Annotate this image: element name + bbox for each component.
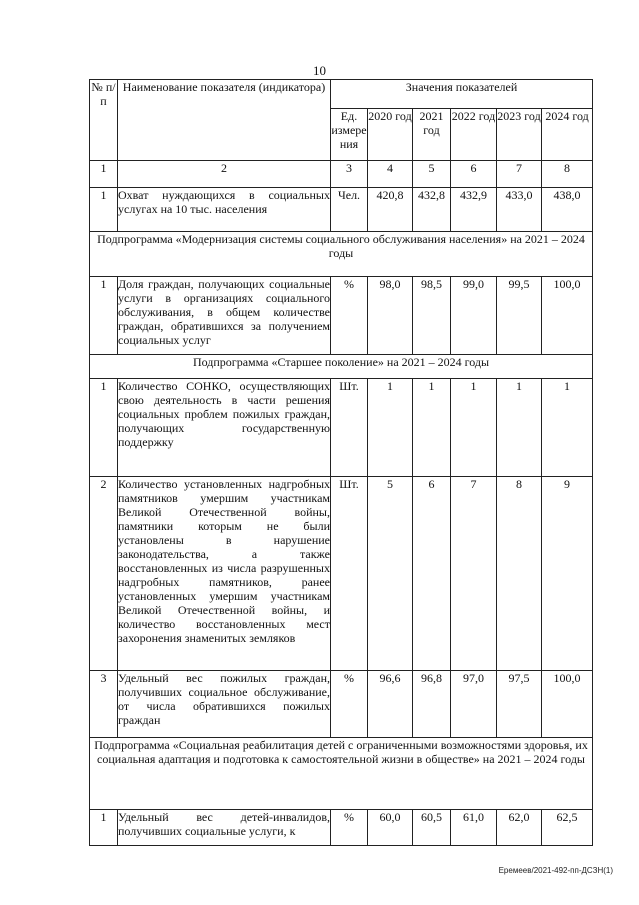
indicator-name: Количество СОНКО, осуществляющих свою деятельность в части решения социальных проблем пожилых граждан, получающих государственную поддержку bbox=[118, 379, 331, 477]
table-row bbox=[90, 379, 593, 477]
value-cell: 60,5 bbox=[413, 810, 451, 846]
table-row bbox=[90, 188, 593, 232]
unit-cell: Шт. bbox=[331, 379, 368, 477]
subprogram-title: Подпрограмма «Модернизация системы социального обслуживания населения» на 2021 – 2024 годы bbox=[90, 232, 593, 277]
value-cell: 438,0 bbox=[542, 188, 593, 232]
value-cell: 100,0 bbox=[542, 277, 593, 355]
indicator-name: Охват нуждающихся в социальных услугах на 10 тыс. населения bbox=[118, 188, 331, 232]
value-cell: 1 bbox=[413, 379, 451, 477]
value-cell: 97,0 bbox=[451, 671, 497, 738]
table-row bbox=[90, 277, 593, 355]
header-row bbox=[90, 80, 593, 109]
value-cell: 432,8 bbox=[413, 188, 451, 232]
value-cell: 62,5 bbox=[542, 810, 593, 846]
indicator-name: Удельный вес детей-инвалидов, получивших социальные услуги, к bbox=[118, 810, 331, 846]
value-cell: 97,5 bbox=[497, 671, 542, 738]
indicator-name: Доля граждан, получающих социальные услуги в организациях социального обслуживания, в общем количестве граждан, обратившихся за получением социальных услуг bbox=[118, 277, 331, 355]
header-number: № п/п bbox=[90, 80, 118, 161]
header-values: Значения показателей bbox=[331, 80, 593, 109]
subprogram-title: Подпрограмма «Старшее поколение» на 2021 – 2024 годы bbox=[90, 355, 593, 379]
value-cell: 98,0 bbox=[368, 277, 413, 355]
column-number: 7 bbox=[497, 161, 542, 188]
header-year: 2023 год bbox=[497, 109, 542, 161]
indicators-table bbox=[89, 79, 593, 846]
subprogram-row bbox=[90, 232, 593, 277]
unit-cell: Чел. bbox=[331, 188, 368, 232]
header-year: 2022 год bbox=[451, 109, 497, 161]
indicator-name: Количество установленных надгробных памятников умершим участникам Великой Отечественной войны, памятники которым не были установлены в нарушение законодательства, а также восстановленных из числа разрушенных надгробных памятников, ранее установленных умершим участникам Великой Отечественной войны, и количество восстановленных мест захоронения знаменитых земляков bbox=[118, 477, 331, 671]
value-cell: 420,8 bbox=[368, 188, 413, 232]
column-number: 8 bbox=[542, 161, 593, 188]
value-cell: 9 bbox=[542, 477, 593, 671]
column-number: 4 bbox=[368, 161, 413, 188]
indicator-name: Удельный вес пожилых граждан, получивших социальное обслуживание, от числа обратившихся пожилых граждан bbox=[118, 671, 331, 738]
subprogram-row bbox=[90, 355, 593, 379]
value-cell: 98,5 bbox=[413, 277, 451, 355]
subprogram-title: Подпрограмма «Социальная реабилитация детей с ограниченными возможностями здоровья, их социальная адаптация и подготовка к самостоятельной жизни в обществе» на 2021 – 2024 годы bbox=[90, 738, 593, 810]
value-cell: 1 bbox=[451, 379, 497, 477]
column-number: 1 bbox=[90, 161, 118, 188]
table-row bbox=[90, 477, 593, 671]
value-cell: 62,0 bbox=[497, 810, 542, 846]
column-number: 2 bbox=[118, 161, 331, 188]
footer-code: Еремеев/2021-492-пп-ДСЗН(1) bbox=[498, 866, 613, 875]
unit-cell: % bbox=[331, 810, 368, 846]
column-number: 3 bbox=[331, 161, 368, 188]
value-cell: 7 bbox=[451, 477, 497, 671]
table-row bbox=[90, 671, 593, 738]
unit-cell: % bbox=[331, 671, 368, 738]
value-cell: 96,8 bbox=[413, 671, 451, 738]
value-cell: 433,0 bbox=[497, 188, 542, 232]
value-cell: 99,5 bbox=[497, 277, 542, 355]
value-cell: 1 bbox=[368, 379, 413, 477]
value-cell: 61,0 bbox=[451, 810, 497, 846]
value-cell: 5 bbox=[368, 477, 413, 671]
header-indicator-name: Наименование показателя (индикатора) bbox=[118, 80, 331, 161]
column-numbers-row bbox=[90, 161, 593, 188]
value-cell: 1 bbox=[497, 379, 542, 477]
column-number: 5 bbox=[413, 161, 451, 188]
row-number: 1 bbox=[90, 277, 118, 355]
page-number: 10 bbox=[313, 63, 326, 78]
table-row bbox=[90, 810, 593, 846]
row-number: 2 bbox=[90, 477, 118, 671]
header-unit: Ед. измере ния bbox=[331, 109, 368, 161]
row-number: 1 bbox=[90, 188, 118, 232]
value-cell: 100,0 bbox=[542, 671, 593, 738]
header-year: 2021 год bbox=[413, 109, 451, 161]
row-number: 1 bbox=[90, 810, 118, 846]
value-cell: 432,9 bbox=[451, 188, 497, 232]
value-cell: 6 bbox=[413, 477, 451, 671]
value-cell: 96,6 bbox=[368, 671, 413, 738]
unit-cell: Шт. bbox=[331, 477, 368, 671]
value-cell: 8 bbox=[497, 477, 542, 671]
header-year: 2024 год bbox=[542, 109, 593, 161]
row-number: 3 bbox=[90, 671, 118, 738]
row-number: 1 bbox=[90, 379, 118, 477]
value-cell: 1 bbox=[542, 379, 593, 477]
column-number: 6 bbox=[451, 161, 497, 188]
header-year: 2020 год bbox=[368, 109, 413, 161]
value-cell: 60,0 bbox=[368, 810, 413, 846]
subprogram-row bbox=[90, 738, 593, 810]
unit-cell: % bbox=[331, 277, 368, 355]
value-cell: 99,0 bbox=[451, 277, 497, 355]
